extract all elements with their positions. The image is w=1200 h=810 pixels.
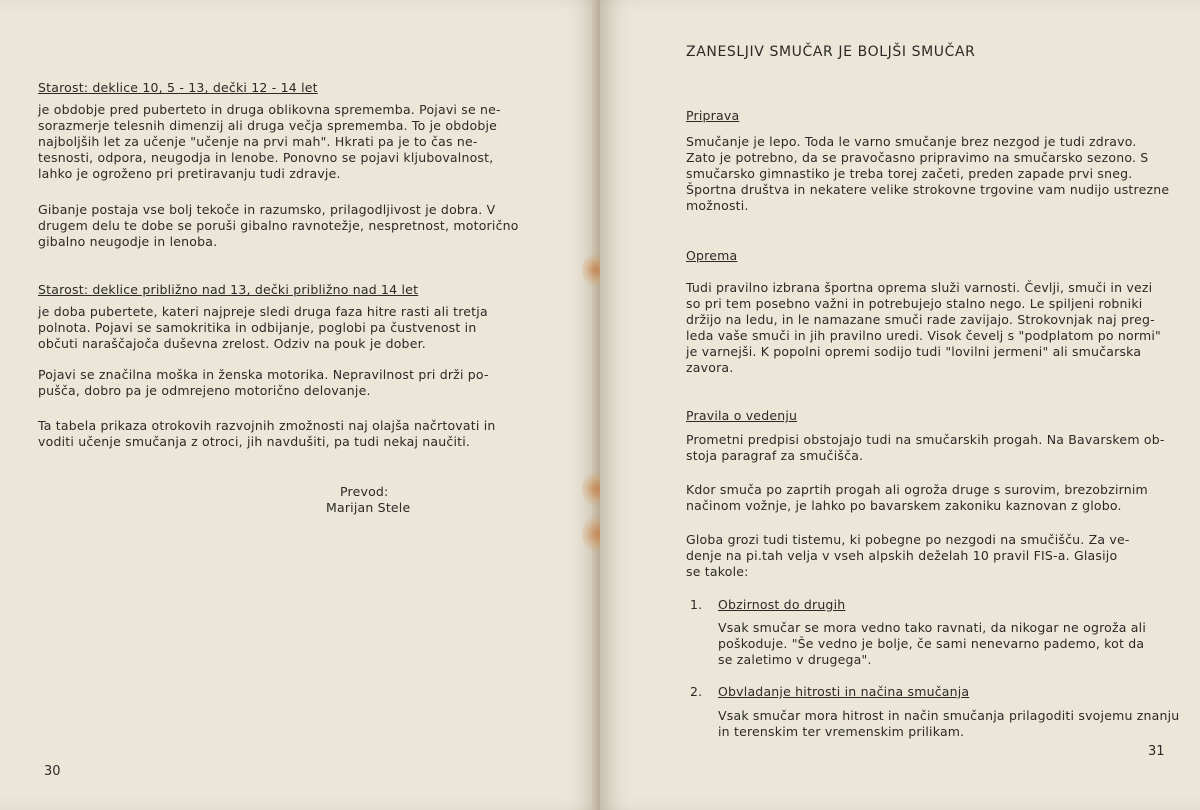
text-line: Tudi pravilno izbrana športna oprema služi varnosti. Čevlji, smuči in vezi xyxy=(686,280,1153,295)
text-line: Globa grozi tudi tistemu, ki pobegne po nezgodi na smučišču. Za ve- xyxy=(686,532,1130,547)
translator-name: Marijan Stele xyxy=(326,500,411,515)
text-line: Vsak smučar se mora vedno tako ravnati, da nikogar ne ogroža ali xyxy=(718,620,1146,635)
text-line: Ta tabela prikaza otrokovih razvojnih zmožnosti naj olajša načrtovati in xyxy=(38,418,496,433)
right-page xyxy=(600,0,1200,810)
section2-paragraph3 xyxy=(38,418,496,450)
rule2-heading: Obvladanje hitrosti in načina smučanja xyxy=(718,684,970,699)
text-line: Športna društva in nekatere velike strokovne trgovine vam nudijo ustrezne xyxy=(686,182,1170,197)
text-line: denje na pi.tah velja v vseh alpskih deželah 10 pravil FIS-a. Glasijo xyxy=(686,548,1118,563)
rule2-paragraph xyxy=(718,708,1179,740)
page-title: ZANESLJIV SMUČAR JE BOLJŠI SMUČAR xyxy=(686,44,976,60)
section1-paragraph1 xyxy=(38,102,501,182)
page-number-right: 31 xyxy=(1148,744,1165,759)
priprava-paragraph xyxy=(686,134,1169,214)
text-line: smučarsko gimnastiko je treba torej začeti, preden zapade prvi sneg. xyxy=(686,166,1133,181)
text-line: drugem delu te dobe se poruši gibalno ravnotežje, nespretnost, motorično xyxy=(38,218,519,233)
text-line: Prometni predpisi obstojajo tudi na smučarskih progah. Na Bavarskem ob- xyxy=(686,432,1165,447)
text-line: tesnosti, odpora, neugodja in lenobe. Ponovno se pojavi kljubovalnost, xyxy=(38,150,494,165)
section2-heading: Starost: deklice približno nad 13, dečki približno nad 14 let xyxy=(38,282,419,297)
oprema-paragraph xyxy=(686,280,1161,376)
text-line: polnota. Pojavi se samokritika in odbijanje, poglobi pa čustvenost in xyxy=(38,320,477,335)
text-line: pušča, dobro pa je odmrejeno motorično delovanje. xyxy=(38,383,371,398)
pravila-paragraph3 xyxy=(686,532,1130,580)
text-line: je doba pubertete, kateri najpreje sledi druga faza hitre rasti ali tretja xyxy=(38,304,488,319)
priprava-heading: Priprava xyxy=(686,108,740,123)
text-line: Vsak smučar mora hitrost in način smučanja prilagoditi svojemu znanju xyxy=(718,708,1180,723)
text-line: voditi učenje smučanja z otroci, jih navdušiti, pa tudi nekaj naučiti. xyxy=(38,434,471,449)
section1-paragraph2 xyxy=(38,202,519,250)
text-line: možnosti. xyxy=(686,198,749,213)
text-line: je obdobje pred puberteto in druga oblikovna sprememba. Pojavi se ne- xyxy=(38,102,501,117)
rule1-number: 1. xyxy=(690,597,703,612)
text-line: Gibanje postaja vse bolj tekoče in razumsko, prilagodljivost je dobra. V xyxy=(38,202,496,217)
text-line: načinom vožnje, je lahko po bavarskem zakoniku kaznovan z globo. xyxy=(686,498,1122,513)
text-line: poškoduje. "Še vedno je bolje, če sami nenevarno pademo, kot da xyxy=(718,636,1145,651)
text-line: lahko je ogroženo pri pretiravanju tudi zdravje. xyxy=(38,166,341,181)
text-line: držijo na ledu, in le namazane smuči rade zavijajo. Strokovnjak naj preg- xyxy=(686,312,1155,327)
text-line: se takole: xyxy=(686,564,749,579)
pravila-paragraph1 xyxy=(686,432,1165,464)
text-line: stoja paragraf za smučišča. xyxy=(686,448,864,463)
page-number-left: 30 xyxy=(44,764,61,779)
text-line: sorazmerje telesnih dimenzij ali druga večja sprememba. To je obdobje xyxy=(38,118,498,133)
text-line: je varnejši. K popolni opremi sodijo tudi "lovilni jermeni" ali smučarska xyxy=(686,344,1142,359)
text-line: se zaletimo v drugega". xyxy=(718,652,872,667)
text-line: zavora. xyxy=(686,360,734,375)
left-page xyxy=(0,0,598,810)
text-line: so pri tem posebno važni in potrebujejo stalno nego. Le spiljeni robniki xyxy=(686,296,1143,311)
oprema-heading: Oprema xyxy=(686,248,738,263)
text-line: Smučanje je lepo. Toda le varno smučanje brez nezgod je tudi zdravo. xyxy=(686,134,1137,149)
section2-paragraph1 xyxy=(38,304,488,352)
section1-heading: Starost: deklice 10, 5 - 13, dečki 12 - 14 let xyxy=(38,80,318,95)
text-line: in terenskim ter vremenskim prilikam. xyxy=(718,724,965,739)
text-line: Zato je potrebno, da se pravočasno pripravimo na smučarsko sezono. S xyxy=(686,150,1149,165)
text-line: Pojavi se značilna moška in ženska motorika. Nepravilnost pri drži po- xyxy=(38,367,489,382)
rule1-heading: Obzirnost do drugih xyxy=(718,597,846,612)
text-line: najboljših let za učenje "učenje na prvi mah". Hkrati pa je to čas ne- xyxy=(38,134,478,149)
rule1-paragraph xyxy=(718,620,1146,668)
text-line: gibalno neugodje in lenoba. xyxy=(38,234,218,249)
section2-paragraph2 xyxy=(38,367,489,399)
rule2-number: 2. xyxy=(690,684,703,699)
pravila-heading: Pravila o vedenju xyxy=(686,408,798,423)
pravila-paragraph2 xyxy=(686,482,1148,514)
text-line: leda vaše smuči in jih pravilno uredi. Visok čevelj s "podplatom po normi" xyxy=(686,328,1162,343)
text-line: Kdor smuča po zaprtih progah ali ogroža druge s surovim, brezobzirnim xyxy=(686,482,1148,497)
text-line: občuti naraščajoča duševna zrelost. Odziv na pouk je dober. xyxy=(38,336,426,351)
translator-label: Prevod: xyxy=(340,484,389,499)
